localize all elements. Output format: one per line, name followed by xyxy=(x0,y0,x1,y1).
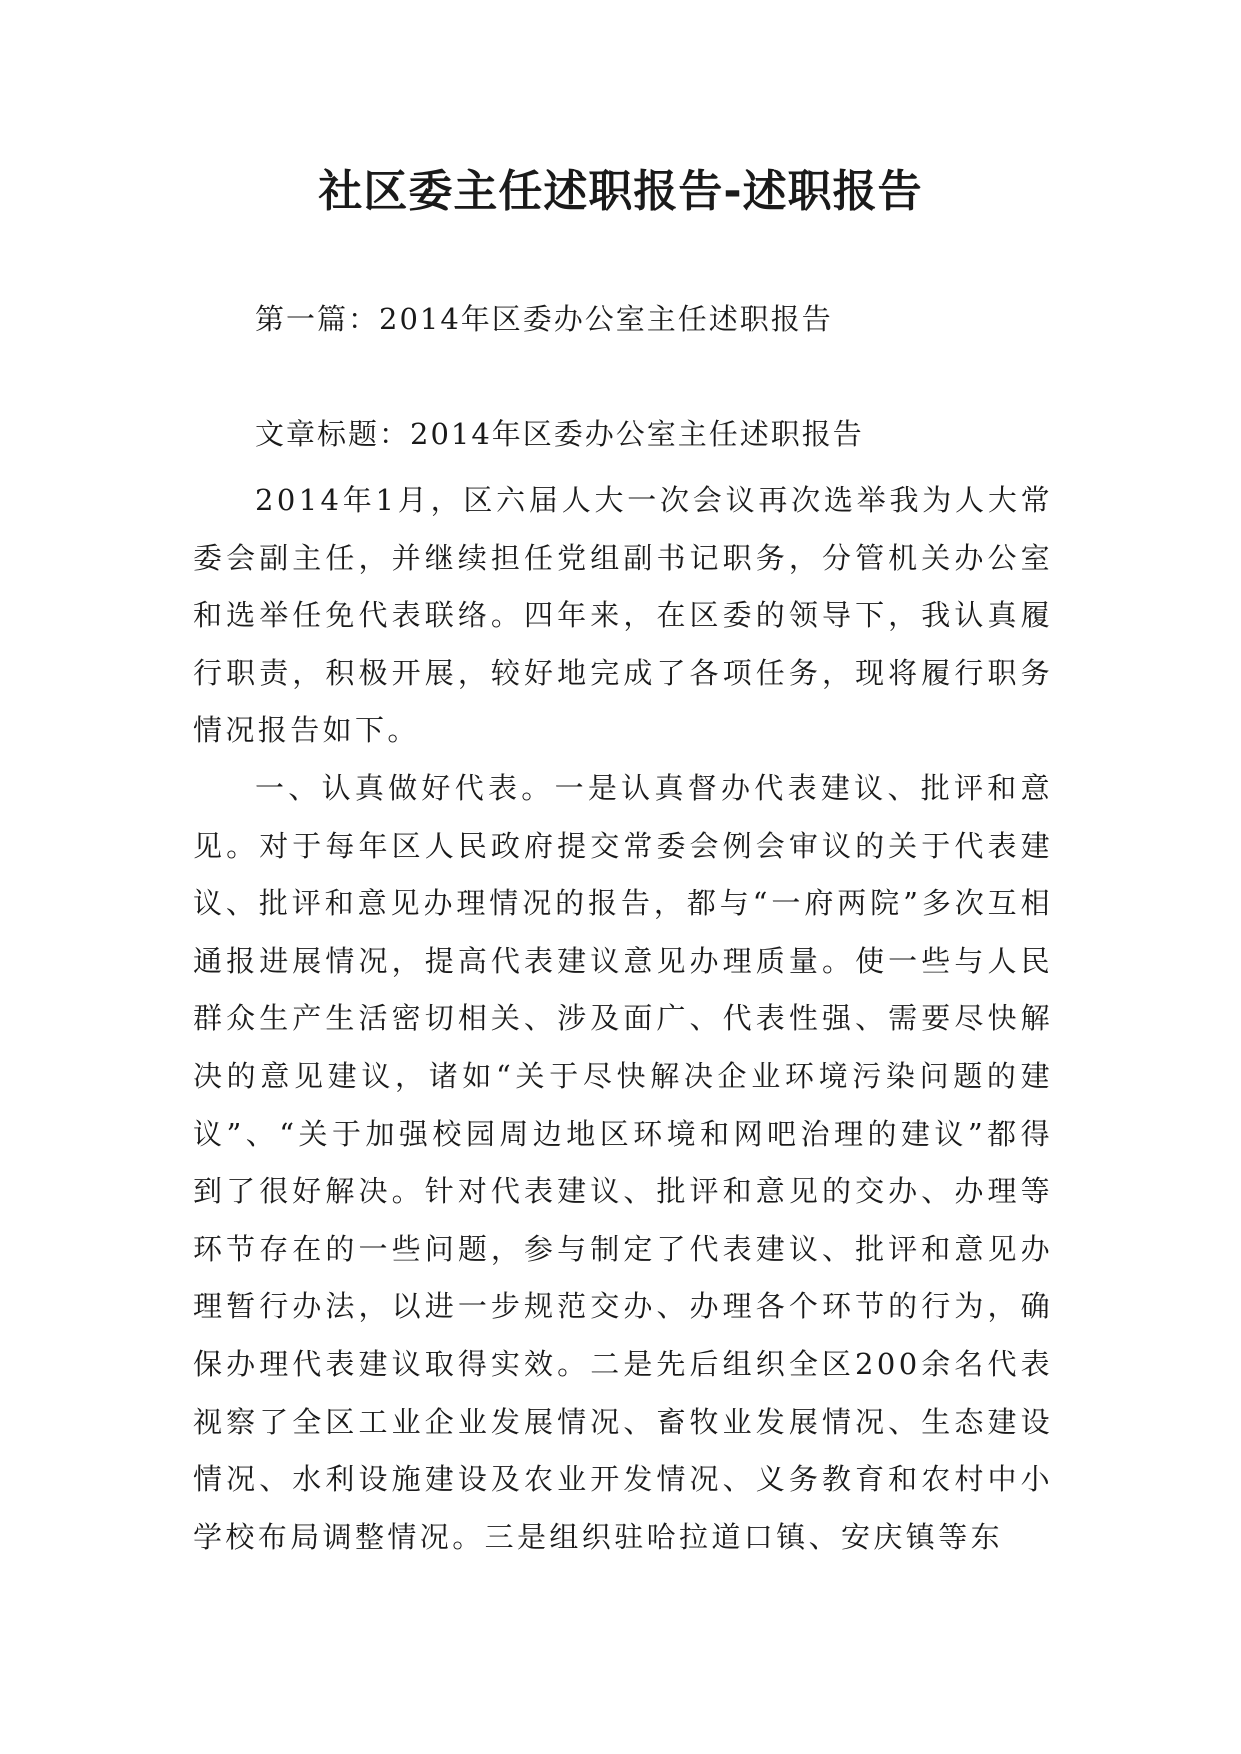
part-heading: 第一篇：2014年区委办公室主任述职报告 xyxy=(255,302,833,336)
document-body xyxy=(193,472,1053,1566)
article-title: 文章标题：2014年区委办公室主任述职报告 xyxy=(255,417,864,451)
body-paragraph: 2014年1月，区六届人大一次会议再次选举我为人大常委会副主任，并继续担任党组副书记职务，分管机关办公室和选举任免代表联络。四年来，在区委的领导下，我认真履行职责，积极开展，较好地完成了各项任务，现将履行职务情况报告如下。 xyxy=(193,483,1053,748)
document-title: 社区委主任述职报告-述职报告 xyxy=(318,166,923,217)
body-paragraph: 一、认真做好代表。一是认真督办代表建议、批评和意见。对于每年区人民政府提交常委会例会审议的关于代表建议、批评和意见办理情况的报告，都与“一府两院”多次互相通报进展情况，提高代表建议意见办理质量。使一些与人民群众生产生活密切相关、涉及面广、代表性强、需要尽快解决的意见建议，诸如“关于尽快解决企业环境污染问题的建议”、“关于加强校园周边地区环境和网吧治理的建议”都得到了很好解决。针对代表建议、批评和意见的交办、办理等环节存在的一些问题，参与制定了代表建议、批评和意见办理暂行办法，以进一步规范交办、办理各个环节的行为，确保办理代表建议取得实效。二是先后组织全区200余名代表视察了全区工业企业发展情况、畜牧业发展情况、生态建设情况、水利设施建设及农业开发情况、义务教育和农村中小学校布局调整情况。三是组织驻哈拉道口镇、安庆镇等东 xyxy=(193,770,1053,1554)
